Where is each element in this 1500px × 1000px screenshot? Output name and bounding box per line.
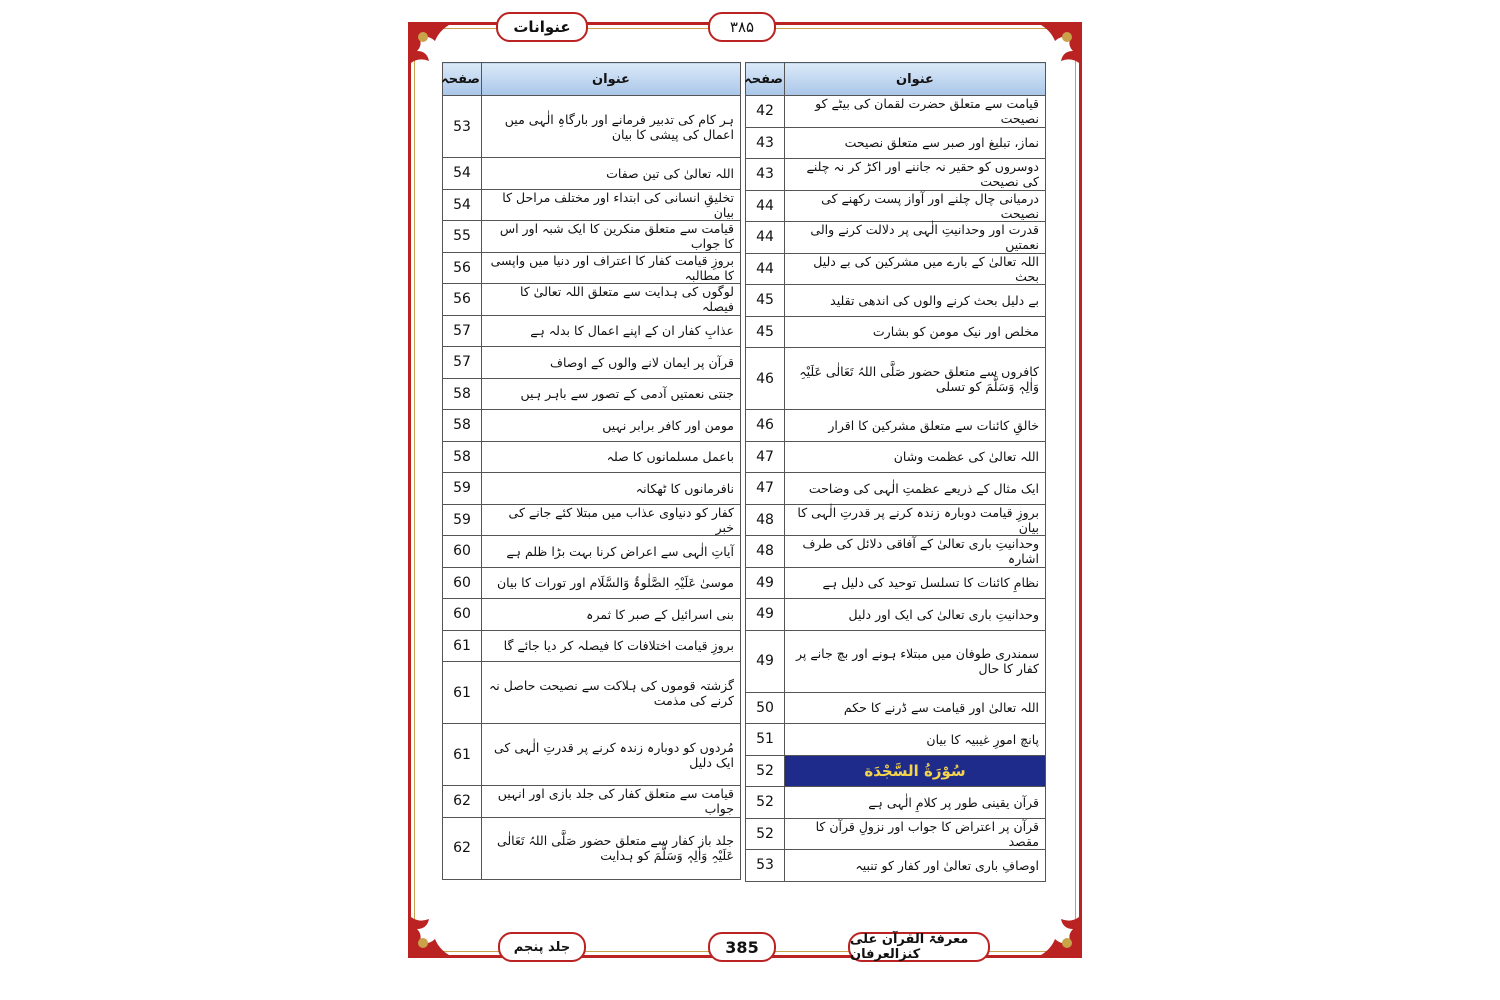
page-cell: 58 <box>443 441 482 473</box>
topic-cell: اللہ تعالیٰ کی تین صفات <box>482 158 741 190</box>
page-cell: 52 <box>746 818 785 850</box>
page-cell: 44 <box>746 222 785 254</box>
page-cell: 53 <box>746 850 785 882</box>
corner-ornament-icon <box>1027 903 1081 957</box>
page-cell: 54 <box>443 189 482 221</box>
page-cell: 62 <box>443 817 482 879</box>
page-cell: 43 <box>746 159 785 191</box>
topic-cell: جنتی نعمتیں آدمی کے تصور سے باہر ہیں <box>482 378 741 410</box>
table-row <box>746 222 1046 254</box>
topic-cell: اللہ تعالیٰ کی عظمت وشان <box>785 441 1046 473</box>
page-cell: 51 <box>746 724 785 756</box>
table-row <box>443 817 741 879</box>
table-row <box>746 441 1046 473</box>
topic-cell: اوصافِ باری تعالیٰ اور کفار کو تنبیہ <box>785 850 1046 882</box>
index-page <box>398 12 1088 964</box>
topic-cell: بنی اسرائیل کے صبر کا ثمرہ <box>482 599 741 631</box>
topic-cell: ہر کام کی تدبیر فرمانے اور بارگاہِ الٰہی میں اعمال کی پیشی کا بیان <box>482 96 741 158</box>
table-row <box>746 127 1046 159</box>
topic-cell: بروزِ قیامت دوبارہ زندہ کرنے پر قدرتِ الٰہی کا بیان <box>785 504 1046 536</box>
page-cell: 59 <box>443 504 482 536</box>
topic-cell: پانچ امورِ غیبیہ کا بیان <box>785 724 1046 756</box>
topic-cell: لوگوں کی ہدایت سے متعلق اللہ تعالیٰ کا فیصلہ <box>482 284 741 316</box>
table-row <box>443 252 741 284</box>
topic-header: عنوان <box>785 63 1046 96</box>
table-row <box>443 724 741 786</box>
table-row <box>443 347 741 379</box>
page-cell: 55 <box>443 221 482 253</box>
table-row <box>746 285 1046 317</box>
topic-cell: ایک مثال کے ذریعے عظمتِ الٰہی کی وضاحت <box>785 473 1046 505</box>
page-cell: 49 <box>746 599 785 631</box>
page-cell: 58 <box>443 378 482 410</box>
page-cell: 49 <box>746 630 785 692</box>
page-cell: 59 <box>443 473 482 505</box>
page-cell: 56 <box>443 284 482 316</box>
topic-cell: قرآن پر ایمان لانے والوں کے اوصاف <box>482 347 741 379</box>
topic-cell: قرآن یقینی طور پر کلامِ الٰہی ہے <box>785 787 1046 819</box>
topic-cell: قرآن پر اعتراض کا جواب اور نزولِ قرآن کا مقصد <box>785 818 1046 850</box>
sura-heading: سُوْرَةُ السَّجْدَة <box>785 755 1046 787</box>
topic-cell: سمندری طوفان میں مبتلاء ہونے اور بچ جانے پر کفار کا حال <box>785 630 1046 692</box>
volume-label: جلد پنجم <box>498 932 586 962</box>
table-row <box>443 473 741 505</box>
table-row <box>443 284 741 316</box>
page-cell: 48 <box>746 536 785 568</box>
table-row <box>746 473 1046 505</box>
topic-cell: آیاتِ الٰہی سے اعراض کرنا بہت بڑا ظلم ہے <box>482 536 741 568</box>
header-page-number: ۳۸۵ <box>708 12 776 42</box>
table-row <box>443 567 741 599</box>
topic-cell: قیامت سے متعلق منکرین کا ایک شبہ اور اس کا جواب <box>482 221 741 253</box>
page-cell: 50 <box>746 692 785 724</box>
page-cell: 61 <box>443 630 482 662</box>
topic-cell: خالقِ کائنات سے متعلق مشرکین کا اقرار <box>785 410 1046 442</box>
page-cell: 43 <box>746 127 785 159</box>
topic-cell: گزشتہ قوموں کی ہلاکت سے نصیحت حاصل نہ کرنے کی مذمت <box>482 662 741 724</box>
table-row <box>443 158 741 190</box>
table-row <box>443 441 741 473</box>
table-row <box>746 692 1046 724</box>
right-index-table <box>745 62 1046 882</box>
topic-header: عنوان <box>482 63 741 96</box>
topic-cell: دوسروں کو حقیر نہ جاننے اور اکڑ کر نہ چلنے کی نصیحت <box>785 159 1046 191</box>
table-row <box>746 96 1046 128</box>
table-row <box>746 755 1046 787</box>
topic-cell: عذابِ کفار ان کے اپنے اعمال کا بدلہ ہے <box>482 315 741 347</box>
topic-cell: جلد باز کفار سے متعلق حضور صَلَّی اللہُ تَعَالٰی عَلَیْہِ وَاٰلِہٖ وَسَلَّمَ کو ہدایت <box>482 817 741 879</box>
page-cell: 47 <box>746 441 785 473</box>
left-column <box>442 62 741 882</box>
right-column <box>745 62 1046 882</box>
page-cell: 46 <box>746 348 785 410</box>
page-cell: 61 <box>443 662 482 724</box>
table-row <box>443 599 741 631</box>
table-row <box>443 315 741 347</box>
table-row <box>443 662 741 724</box>
topic-cell: کفار کو دنیاوی عذاب میں مبتلا کئے جانے کی خبر <box>482 504 741 536</box>
topic-cell: نظامِ کائنات کا تسلسل توحید کی دلیل ہے <box>785 567 1046 599</box>
page-cell: 61 <box>443 724 482 786</box>
topic-cell: کافروں سے متعلق حضور صَلَّی اللہُ تَعَالٰی عَلَیْہِ وَاٰلِہٖ وَسَلَّمَ کو تسلی <box>785 348 1046 410</box>
table-row <box>746 724 1046 756</box>
table-row <box>746 599 1046 631</box>
table-row <box>746 536 1046 568</box>
table-row <box>746 253 1046 285</box>
table-row <box>746 190 1046 222</box>
book-title: معرفۃ القرآن علی کنزالعرفان <box>848 932 990 962</box>
table-row <box>746 504 1046 536</box>
index-tables <box>442 62 1046 882</box>
page-header: صفحہ <box>443 63 482 96</box>
table-row <box>746 787 1046 819</box>
page-cell: 45 <box>746 285 785 317</box>
table-row <box>746 316 1046 348</box>
left-index-table <box>442 62 741 880</box>
page-cell: 60 <box>443 567 482 599</box>
page-cell: 44 <box>746 190 785 222</box>
corner-ornament-icon <box>409 903 463 957</box>
table-row <box>443 96 741 158</box>
table-row <box>746 850 1046 882</box>
topic-cell: مخلص اور نیک مومن کو بشارت <box>785 316 1046 348</box>
page-cell: 44 <box>746 253 785 285</box>
topic-cell: نافرمانوں کا ٹھکانہ <box>482 473 741 505</box>
table-row <box>443 189 741 221</box>
table-row <box>746 348 1046 410</box>
topic-cell: بروزِ قیامت کفار کا اعتراف اور دنیا میں واپسی کا مطالبہ <box>482 252 741 284</box>
page-cell: 56 <box>443 252 482 284</box>
page-cell: 49 <box>746 567 785 599</box>
topic-cell: نماز، تبلیغ اور صبر سے متعلق نصیحت <box>785 127 1046 159</box>
topic-cell: وحدانیتِ باری تعالیٰ کی ایک اور دلیل <box>785 599 1046 631</box>
topic-cell: بے دلیل بحث کرنے والوں کی اندھی تقلید <box>785 285 1046 317</box>
topic-cell: وحدانیتِ باری تعالیٰ کے آفاقی دلائل کی طرف اشارہ <box>785 536 1046 568</box>
table-row <box>746 567 1046 599</box>
topic-cell: اللہ تعالیٰ کے بارے میں مشرکین کی بے دلیل بحث <box>785 253 1046 285</box>
page-cell: 57 <box>443 347 482 379</box>
page-cell: 62 <box>443 786 482 818</box>
table-row <box>443 221 741 253</box>
page-cell: 46 <box>746 410 785 442</box>
table-row <box>746 159 1046 191</box>
table-row <box>443 786 741 818</box>
topic-cell: بروزِ قیامت اختلافات کا فیصلہ کر دیا جائے گا <box>482 630 741 662</box>
table-row <box>443 630 741 662</box>
topic-cell: باعمل مسلمانوں کا صلہ <box>482 441 741 473</box>
topic-cell: قیامت سے متعلق حضرت لقمان کی بیٹے کو نصیحت <box>785 96 1046 128</box>
page-cell: 48 <box>746 504 785 536</box>
topic-cell: مُردوں کو دوبارہ زندہ کرنے پر قدرتِ الٰہی کی ایک دلیل <box>482 724 741 786</box>
page-cell: 54 <box>443 158 482 190</box>
page-cell: 42 <box>746 96 785 128</box>
page-cell: 45 <box>746 316 785 348</box>
topic-cell: اللہ تعالیٰ اور قیامت سے ڈرنے کا حکم <box>785 692 1046 724</box>
topic-cell: تخلیقِ انسانی کی ابتداء اور مختلف مراحل کا بیان <box>482 189 741 221</box>
page-cell: 52 <box>746 787 785 819</box>
page-cell: 52 <box>746 755 785 787</box>
topic-cell: قدرت اور وحدانیتِ الٰہی پر دلالت کرنے والی نعمتیں <box>785 222 1046 254</box>
topic-cell: مومن اور کافر برابر نہیں <box>482 410 741 442</box>
table-row <box>443 504 741 536</box>
table-row <box>746 410 1046 442</box>
page-cell: 57 <box>443 315 482 347</box>
page-cell: 60 <box>443 599 482 631</box>
topic-cell: قیامت سے متعلق کفار کی جلد بازی اور انہیں جواب <box>482 786 741 818</box>
topic-cell: درمیانی چال چلنے اور آواز پست رکھنے کی نصیحت <box>785 190 1046 222</box>
page-cell: 53 <box>443 96 482 158</box>
page-header: صفحہ <box>746 63 785 96</box>
section-title: عنوانات <box>496 12 588 42</box>
table-row <box>443 378 741 410</box>
page-cell: 58 <box>443 410 482 442</box>
table-row <box>746 630 1046 692</box>
page-cell: 47 <box>746 473 785 505</box>
footer-page-number: 385 <box>708 932 776 962</box>
topic-cell: موسیٰ عَلَیْہِ الصَّلٰوۃُ وَالسَّلَام اور تورات کا بیان <box>482 567 741 599</box>
table-row <box>746 818 1046 850</box>
page-cell: 60 <box>443 536 482 568</box>
table-row <box>443 536 741 568</box>
table-row <box>443 410 741 442</box>
